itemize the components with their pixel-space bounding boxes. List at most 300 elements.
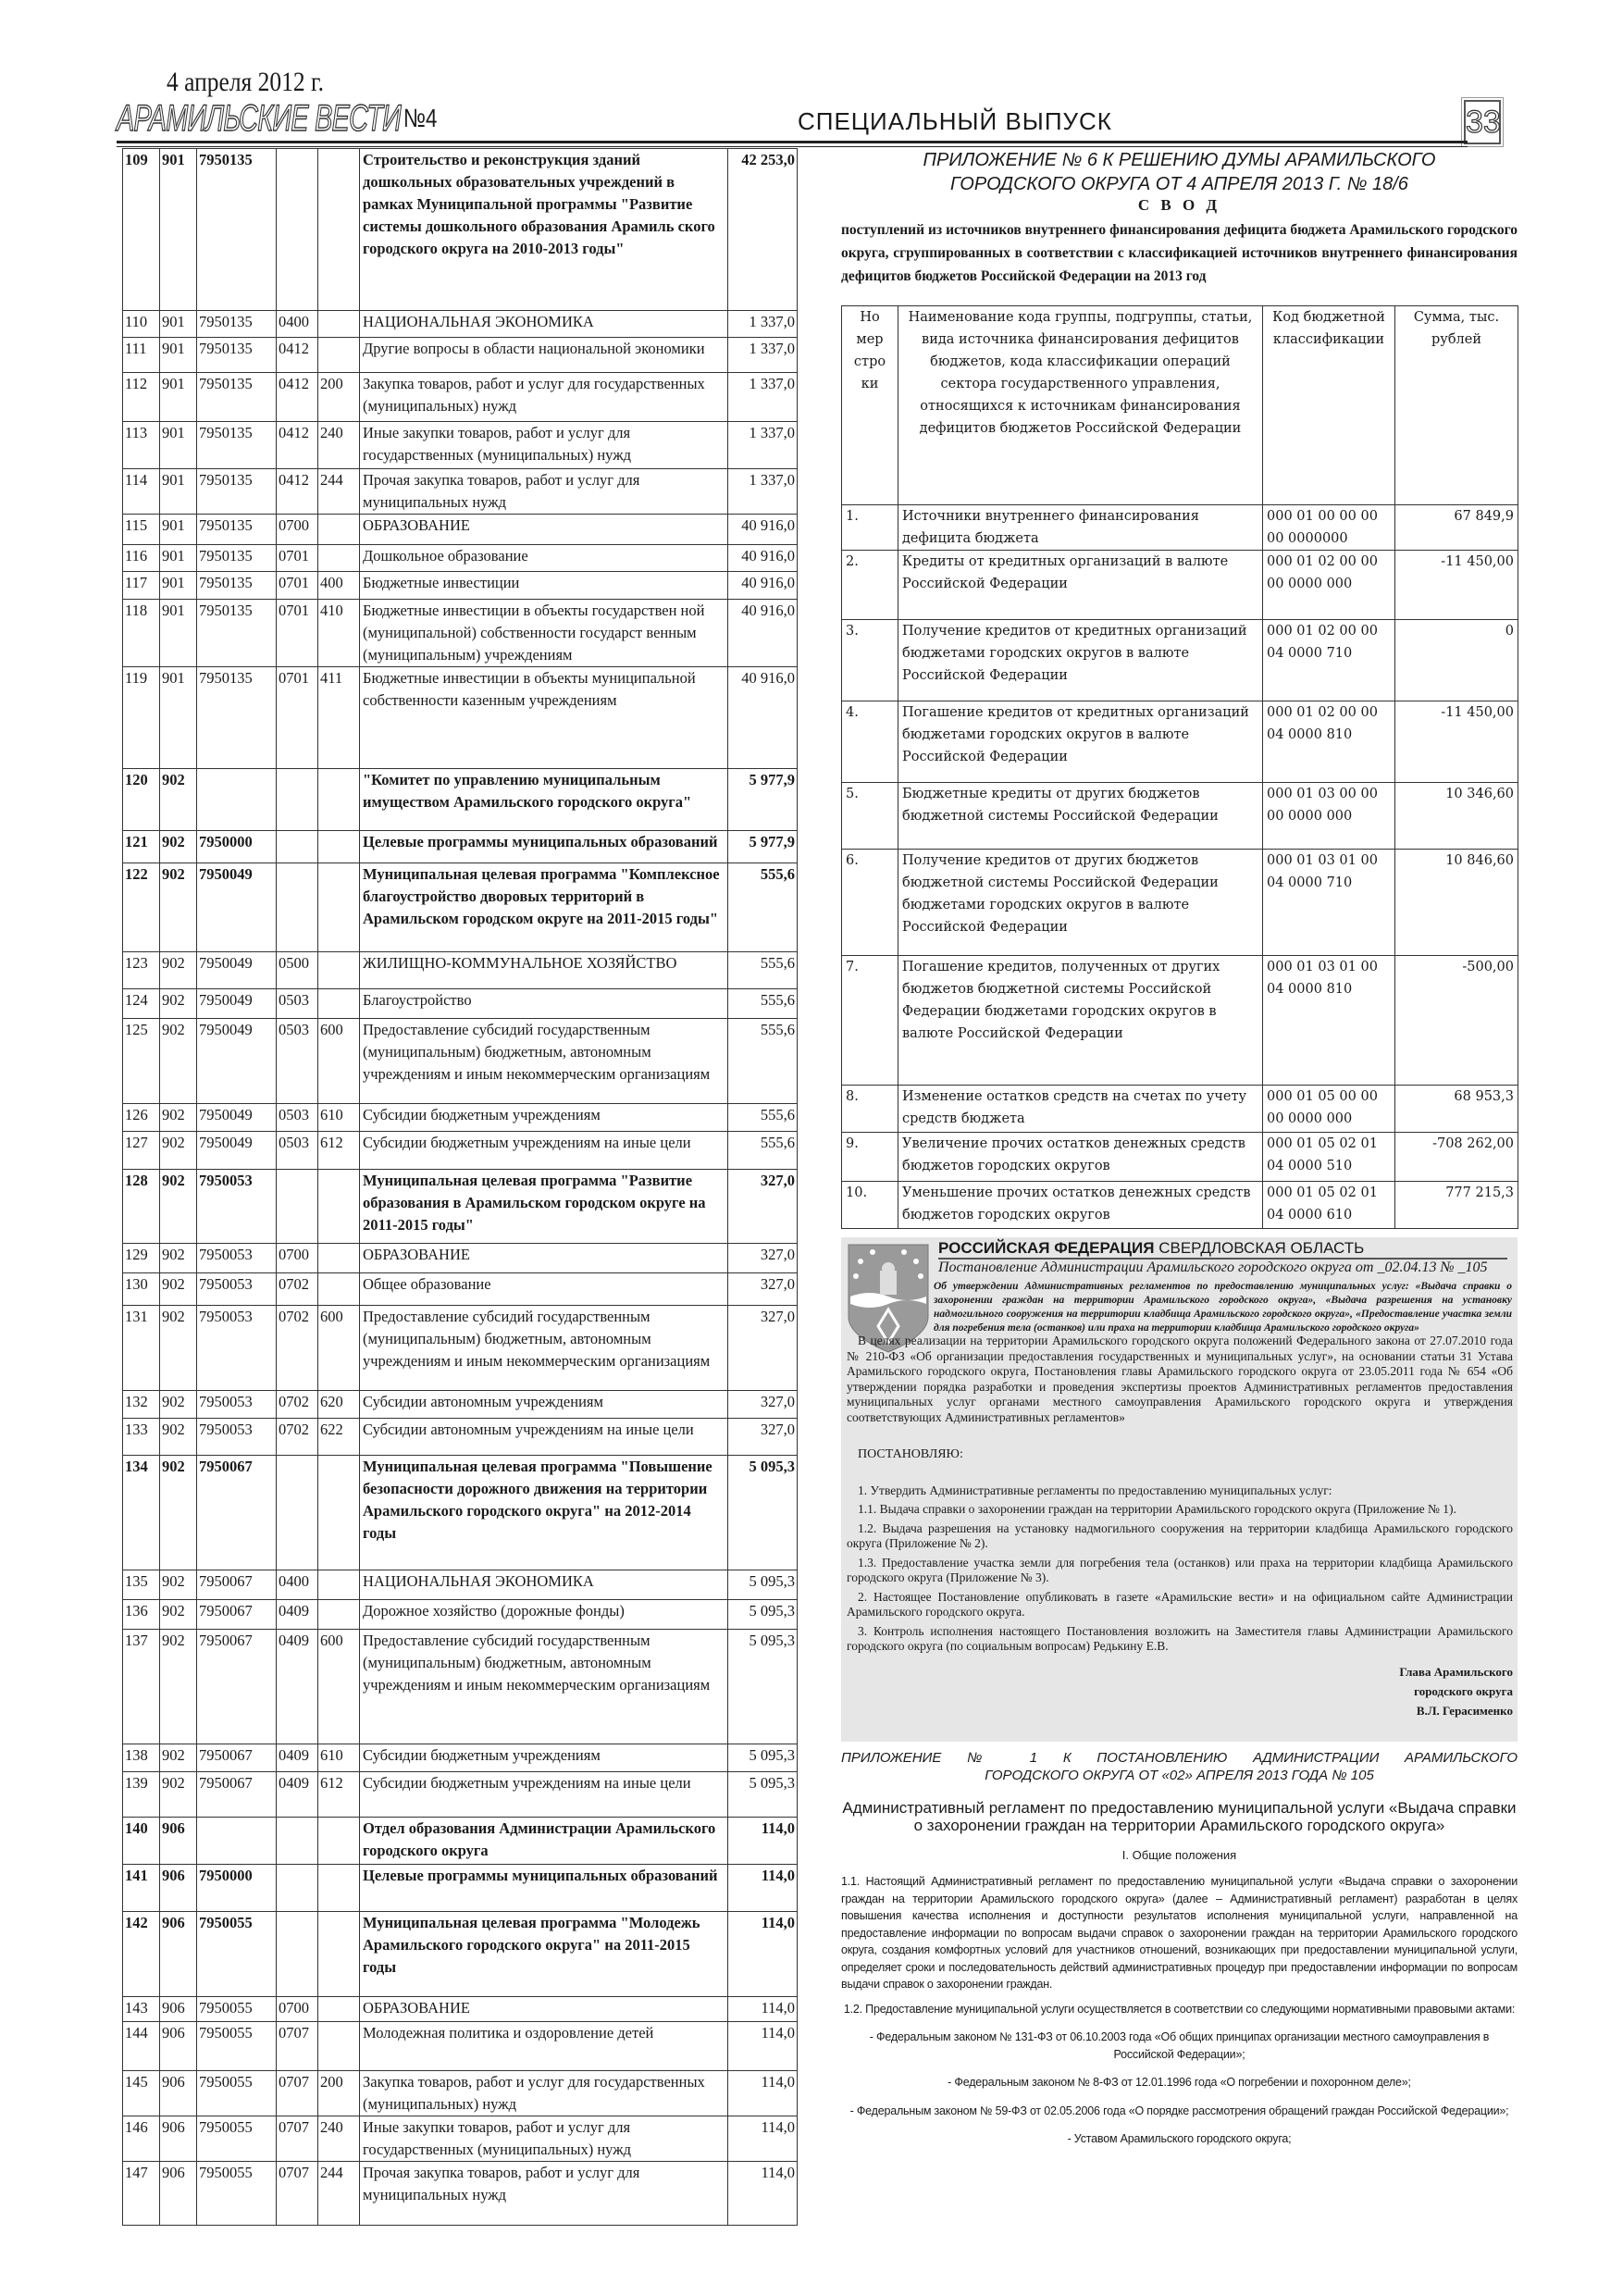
appendix6-title-line: ГОРОДСКОГО ОКРУГА ОТ 4 АПРЕЛЯ 2013 Г. № 18/6 [950,174,1408,194]
table-row [123,1600,798,1630]
amount: 114,0 [728,1912,798,1997]
target-code: 7950067 [197,1772,277,1818]
target-code: 7950049 [197,1019,277,1104]
section-code: 0409 [277,1600,318,1630]
table-row [123,1391,798,1419]
expense-type: 610 [318,1744,360,1772]
section-code [277,1865,318,1912]
table-row [123,515,798,545]
header-name: Наименование кода группы, подгруппы, статьи, вида источника финансирования дефицитов бюджетов, кода классификации операций сектора государственного управления, относящихся к источникам финансирования дефицитов бюджетов Российской Федерации [898,306,1263,505]
table-row [123,2022,798,2071]
legal-act-item: - Уставом Арамильского городского округа; [1067,2132,1292,2145]
amount: 40 916,0 [728,572,798,600]
expense-type [318,1600,360,1630]
section-code: 0700 [277,515,318,545]
target-code: 7950053 [197,1419,277,1456]
item-name: ЖИЛИЩНО-КОММУНАЛЬНОЕ ХОЗЯЙСТВО [360,952,728,989]
row-number: 116 [123,545,160,572]
row-number: 129 [123,1244,160,1273]
table-row [123,338,798,373]
decree-item: 1.3. Предоставление участка земли для погребения тела (останков) или праха на территории кладбища Арамильского городского округа (Приложение № 3). [847,1555,1513,1584]
org-code: 901 [160,311,197,338]
row-number: 9. [842,1133,898,1182]
row-number: 110 [123,311,160,338]
section-code: 0702 [277,1391,318,1419]
section-code [277,863,318,952]
row-number: 1. [842,505,898,551]
target-code: 7950049 [197,989,277,1019]
target-code: 7950055 [197,2162,277,2226]
target-code: 7950135 [197,545,277,572]
row-number: 146 [123,2116,160,2162]
section-code: 0701 [277,572,318,600]
table-row [842,551,1518,620]
item-name: Предоставление субсидий государственным (муниципальным) бюджетным, автономным учреждениям и иным некоммерческим организациям [360,1019,728,1104]
table-row [842,701,1518,783]
row-number: 109 [123,149,160,311]
amount: 555,6 [728,952,798,989]
signature-title: городского округа [1414,1683,1513,1698]
target-code: 7950049 [197,952,277,989]
budget-code: 000 01 03 00 00 00 0000 000 [1263,783,1395,850]
target-code: 7950055 [197,1912,277,1997]
org-code: 902 [160,1306,197,1391]
item-name: "Комитет по управлению муниципальным имуществом Арамильского городского округа" [360,769,728,831]
item-name: Прочая закупка товаров, работ и услуг для муниципальных нужд [360,469,728,515]
table-row [123,545,798,572]
amount: 777 215,3 [1395,1182,1518,1229]
page-number: 33 [1464,100,1501,144]
target-code: 7950135 [197,149,277,311]
financing-sources-table [841,305,1518,1229]
org-code: 902 [160,1104,197,1132]
row-number: 135 [123,1570,160,1600]
decree-header [938,1239,1507,1260]
section-code: 0702 [277,1306,318,1391]
row-number: 138 [123,1744,160,1772]
expense-type: 600 [318,1306,360,1391]
expense-type [318,1170,360,1244]
item-name: Целевые программы муниципальных образований [360,1865,728,1912]
table-row [842,1182,1518,1229]
appendix6-title-line: ПРИЛОЖЕНИЕ № 6 К РЕШЕНИЮ ДУМЫ АРАМИЛЬСКОГО [923,150,1436,170]
org-code: 901 [160,600,197,667]
item-name: Бюджетные инвестиции в объекты муниципальной собственности казенным учреждениям [360,667,728,769]
item-name: Субсидии бюджетным учреждениям на иные цели [360,1132,728,1170]
expense-type: 400 [318,572,360,600]
row-number: 147 [123,2162,160,2226]
table-row [123,149,798,311]
item-name: Иные закупки товаров, работ и услуг для государственных (муниципальных) нужд [360,2116,728,2162]
target-code: 7950053 [197,1391,277,1419]
table-row [123,572,798,600]
amount: 5 095,3 [728,1630,798,1744]
legal-act-item: - Федеральным законом № 8-ФЗ от 12.01.1996 года «О погребении и похоронном деле»; [948,2076,1411,2089]
item-name: Субсидии бюджетным учреждениям на иные цели [360,1772,728,1818]
expense-type [318,545,360,572]
target-code: 7950135 [197,311,277,338]
decree-item: 1.1. Выдача справки о захоронении граждан на территории Арамильского городского округа (Приложение № 1). [858,1502,1456,1516]
amount: 327,0 [728,1391,798,1419]
section-code [277,1818,318,1865]
section-code: 0702 [277,1273,318,1306]
source-name: Источники внутреннего финансирования дефицита бюджета [898,505,1263,551]
amount: 327,0 [728,1419,798,1456]
row-number: 119 [123,667,160,769]
budget-code: 000 01 02 00 00 00 0000 000 [1263,551,1395,620]
expense-type: 411 [318,667,360,769]
target-code [197,769,277,831]
section-code [277,769,318,831]
table-row [123,2071,798,2116]
legal-act-item: - Федеральным законом № 59-ФЗ от 02.05.2006 года «О порядке рассмотрения обращений граждан Российской Федерации»; [849,2104,1509,2117]
org-code: 902 [160,1630,197,1744]
amount: 5 095,3 [728,1744,798,1772]
decree-resolve: ПОСТАНОВЛЯЮ: [858,1447,963,1461]
item-name: Муниципальная целевая программа "Комплексное благоустройство дворовых территорий в Арамильском городском округе на 2011-2015 годы" [360,863,728,952]
section-code: 0503 [277,1104,318,1132]
table-row [123,469,798,515]
expense-type [318,989,360,1019]
org-code: 902 [160,863,197,952]
table-row [123,667,798,769]
table-header-row [842,306,1518,505]
paragraph: 1.2. Предоставление муниципальной услуги осуществляется в соответствии со следующими нормативными правовыми актами: [843,2002,1516,2016]
target-code: 7950135 [197,469,277,515]
row-number: 144 [123,2022,160,2071]
amount: 1 337,0 [728,469,798,515]
table-row [123,952,798,989]
amount: 40 916,0 [728,600,798,667]
expense-type [318,1912,360,1997]
expense-type [318,863,360,952]
table-row [842,505,1518,551]
org-code: 902 [160,1170,197,1244]
appendix1-title [841,1749,1518,1784]
source-name: Погашение кредитов, полученных от других бюджетов бюджетной системы Российской Федерации бюджетами городских округов в валюте Российской Федерации [898,956,1263,1086]
section-code: 0707 [277,2022,318,2071]
org-code: 902 [160,1772,197,1818]
section-code: 0503 [277,1132,318,1170]
expense-type: 244 [318,469,360,515]
table-row [123,311,798,338]
expense-type [318,1818,360,1865]
source-name: Изменение остатков средств на счетах по учету средств бюджета [898,1086,1263,1133]
item-name: Бюджетные инвестиции [360,572,728,600]
amount: 114,0 [728,2116,798,2162]
row-number: 120 [123,769,160,831]
table-row [123,1772,798,1818]
expense-type: 600 [318,1630,360,1744]
table-row [123,831,798,863]
item-name: ОБРАЗОВАНИЕ [360,1997,728,2022]
org-code: 902 [160,1600,197,1630]
row-number: 137 [123,1630,160,1744]
amount: 114,0 [728,1865,798,1912]
table-row [123,1244,798,1273]
appendix1-title-line: ГОРОДСКОГО ОКРУГА ОТ «02» АПРЕЛЯ 2013 ГОДА № 105 [985,1768,1374,1783]
expense-type: 622 [318,1419,360,1456]
budget-table [122,148,798,2226]
table-row [123,1997,798,2022]
newspaper-masthead: АРАМИЛЬСКИЕ ВЕСТИ [117,98,401,139]
section-code: 0412 [277,469,318,515]
item-name: Дошкольное образование [360,545,728,572]
section-code: 0400 [277,311,318,338]
amount: 555,6 [728,863,798,952]
expense-type: 612 [318,1772,360,1818]
amount: 1 337,0 [728,422,798,469]
svod-heading: С В О Д [1137,196,1221,214]
expense-type [318,1273,360,1306]
paragraph: 1.1. Настоящий Административный регламент по предоставлению муниципальной услуги «Выдача справки о захоронении граждан на территории Арамильского городского округа» (далее – Административный регламент) разработан в целях повышения качества исполнения и доступности результатов исполнения муниципальной услуги, направленной на предоставление информации по вопросам выдачи справок о захоронении граждан на территории Арамильского городского округа, создания комфортных условий для участников отношений, возникающих при предоставлении муниципальной услуги, определяет сроки и последовательность действий административных процедур при предоставлении информации по вопросам выдачи справок о захоронении граждан. [841,1875,1518,1991]
country-name: РОССИЙСКАЯ ФЕДЕРАЦИЯ [938,1239,1155,1257]
org-code: 906 [160,2116,197,2162]
section-code: 0702 [277,1419,318,1456]
section-code [277,1170,318,1244]
amount: 10 846,60 [1395,850,1518,956]
org-code: 902 [160,1744,197,1772]
amount: 68 953,3 [1395,1086,1518,1133]
target-code: 7950067 [197,1570,277,1600]
section-code: 0503 [277,1019,318,1104]
org-code: 902 [160,1419,197,1456]
budget-code: 000 01 00 00 00 00 0000000 [1263,505,1395,551]
header-code: Код бюджетной классификации [1263,306,1395,505]
amount: 555,6 [728,989,798,1019]
decree-item: 1.2. Выдача разрешения на установку надмогильного сооружения на территории кладбища Арамильского городского округа (Приложение № 2). [847,1520,1513,1550]
source-name: Получение кредитов от кредитных организаций бюджетами городских округов в валюте Российской Федерации [898,620,1263,701]
org-code: 902 [160,831,197,863]
org-code: 901 [160,515,197,545]
org-code: 906 [160,2162,197,2226]
item-name: Муниципальная целевая программа "Молодежь Арамильского городского округа" на 2011-2015 годы [360,1912,728,1997]
row-number: 118 [123,600,160,667]
item-name: Дорожное хозяйство (дорожные фонды) [360,1600,728,1630]
org-code: 901 [160,572,197,600]
item-name: Предоставление субсидий государственным (муниципальным) бюджетным, автономным учреждениям и иным некоммерческим организациям [360,1306,728,1391]
item-name: Закупка товаров, работ и услуг для государственных (муниципальных) нужд [360,2071,728,2116]
target-code [197,1818,277,1865]
target-code: 7950135 [197,572,277,600]
amount: -11 450,00 [1395,551,1518,620]
row-number: 131 [123,1306,160,1391]
row-number: 10. [842,1182,898,1229]
target-code: 7950049 [197,1104,277,1132]
table-row [123,989,798,1019]
amount: 40 916,0 [728,515,798,545]
amount: 1 337,0 [728,338,798,373]
section-code: 0700 [277,1997,318,2022]
row-number: 133 [123,1419,160,1456]
target-code: 7950049 [197,863,277,952]
org-code: 902 [160,769,197,831]
expense-type [318,1865,360,1912]
section-code [277,149,318,311]
org-code: 901 [160,373,197,422]
budget-code: 000 01 05 00 00 00 0000 000 [1263,1086,1395,1133]
table-row [123,600,798,667]
amount: 555,6 [728,1019,798,1104]
row-number: 115 [123,515,160,545]
amount: 114,0 [728,2162,798,2226]
org-code: 906 [160,1997,197,2022]
section-code: 0701 [277,600,318,667]
table-row [123,1570,798,1600]
expense-type: 244 [318,2162,360,2226]
table-row [123,1104,798,1132]
amount: 114,0 [728,2071,798,2116]
expense-type [318,831,360,863]
org-code: 902 [160,1244,197,1273]
item-name: Целевые программы муниципальных образований [360,831,728,863]
section-code [277,831,318,863]
amount: 114,0 [728,1818,798,1865]
expense-type [318,515,360,545]
amount: 5 977,9 [728,769,798,831]
section-code: 0701 [277,545,318,572]
section-code: 0412 [277,422,318,469]
table-row [123,2162,798,2226]
target-code: 7950053 [197,1273,277,1306]
section-code: 0409 [277,1772,318,1818]
section-code [277,1912,318,1997]
org-code: 902 [160,1456,197,1570]
row-number: 124 [123,989,160,1019]
budget-code: 000 01 02 00 00 04 0000 810 [1263,701,1395,783]
table-row [123,1170,798,1244]
amount: 114,0 [728,1997,798,2022]
row-number: 145 [123,2071,160,2116]
row-number: 142 [123,1912,160,1997]
org-code: 906 [160,2022,197,2071]
table-row [123,1273,798,1306]
item-name: Предоставление субсидий государственным (муниципальным) бюджетным, автономным учреждениям и иным некоммерческим организациям [360,1630,728,1744]
org-code: 901 [160,545,197,572]
org-code: 902 [160,1273,197,1306]
decree-item: 1. Утвердить Административные регламенты по предоставлению муниципальных услуг: [858,1483,1332,1497]
section-code: 0707 [277,2162,318,2226]
item-name: Благоустройство [360,989,728,1019]
expense-type [318,1456,360,1570]
target-code: 7950067 [197,1630,277,1744]
target-code: 7950055 [197,2071,277,2116]
source-name: Увеличение прочих остатков денежных средств бюджетов городских округов [898,1133,1263,1182]
section-code: 0503 [277,989,318,1019]
header-sum: Сумма, тыс. рублей [1395,306,1518,505]
row-number: 6. [842,850,898,956]
target-code: 7950000 [197,831,277,863]
item-name: Муниципальная целевая программа "Повышение безопасности дорожного движения на территории Арамильского городского округа" на 2012-2014 годы [360,1456,728,1570]
budget-code: 000 01 02 00 00 04 0000 710 [1263,620,1395,701]
budget-code: 000 01 03 01 00 04 0000 810 [1263,956,1395,1086]
item-name: ОБРАЗОВАНИЕ [360,1244,728,1273]
header-divider [117,146,1468,147]
amount: 42 253,0 [728,149,798,311]
header-divider [117,141,1468,143]
org-code: 906 [160,2071,197,2116]
row-number: 8. [842,1086,898,1133]
target-code: 7950053 [197,1170,277,1244]
item-name: ОБРАЗОВАНИЕ [360,515,728,545]
org-code: 902 [160,989,197,1019]
item-name: Молодежная политика и оздоровление детей [360,2022,728,2071]
row-number: 112 [123,373,160,422]
expense-type [318,1244,360,1273]
row-number: 140 [123,1818,160,1865]
issue-date: 4 апреля 2012 г. [167,67,324,97]
expense-type [318,2022,360,2071]
table-row [842,1086,1518,1133]
amount: 67 849,9 [1395,505,1518,551]
expense-type [318,149,360,311]
item-name: Прочая закупка товаров, работ и услуг для муниципальных нужд [360,2162,728,2226]
org-code: 902 [160,1132,197,1170]
budget-code: 000 01 03 01 00 04 0000 710 [1263,850,1395,956]
section-code: 0412 [277,338,318,373]
org-code: 901 [160,149,197,311]
expense-type [318,311,360,338]
signature-title: Глава Арамильского [1399,1664,1513,1679]
amount: 327,0 [728,1244,798,1273]
org-code: 902 [160,1570,197,1600]
source-name: Уменьшение прочих остатков денежных средств бюджетов городских округов [898,1182,1263,1229]
table-row [842,1133,1518,1182]
org-code: 906 [160,1818,197,1865]
row-number: 134 [123,1456,160,1570]
table-row [123,1132,798,1170]
source-name: Получение кредитов от других бюджетов бюджетной системы Российской Федерации бюджетами городских округов в валюте Российской Федерации [898,850,1263,956]
table-row [123,863,798,952]
decree-preamble: В целях реализации на территории Арамильского городского округа положений Федерального закона от 27.07.2010 года № 210-ФЗ «Об организации предоставления государственных и муниципальных услуг», на основании статьи 31 Устава Арамильского городского округа, Постановления главы Арамильского городского округа от 23.05.2011 года № 654 «Об утверждении порядка разработки и проведения экспертизы проектов Административных регламентов предоставления муниципальных услуг органами местного самоуправления Арамильского городского округа и утверждения соответствующих Административных регламентов» [847,1334,1513,1424]
row-number: 141 [123,1865,160,1912]
item-name: Субсидии бюджетным учреждениям [360,1744,728,1772]
amount: 10 346,60 [1395,783,1518,850]
decree-item: 3. Контроль исполнения настоящего Постановления возложить на Заместителя главы Администрации Арамильского городского округа (по социальным вопросам) Редькину Е.В. [847,1623,1513,1653]
amount: -11 450,00 [1395,701,1518,783]
expense-type: 200 [318,2071,360,2116]
row-number: 126 [123,1104,160,1132]
decree-block [841,1237,1518,1742]
decree-title: Постановление Администрации Арамильского городского округа от _02.04.13 № _105 [938,1260,1488,1275]
row-number: 130 [123,1273,160,1306]
expense-type [318,769,360,831]
amount: 40 916,0 [728,667,798,769]
source-name: Погашение кредитов от кредитных организаций бюджетами городских округов в валюте Российской Федерации [898,701,1263,783]
item-name: НАЦИОНАЛЬНАЯ ЭКОНОМИКА [360,311,728,338]
expense-type [318,1570,360,1600]
item-name: Субсидии бюджетным учреждениям [360,1104,728,1132]
table-row [842,783,1518,850]
item-name: Другие вопросы в области национальной экономики [360,338,728,373]
amount: 327,0 [728,1273,798,1306]
target-code: 7950135 [197,600,277,667]
table-row [842,620,1518,701]
table-row [123,1630,798,1744]
header-row-number: Но мер стро ки [842,306,898,505]
org-code: 906 [160,1865,197,1912]
item-name: Закупка товаров, работ и услуг для государственных (муниципальных) нужд [360,373,728,422]
svod-description: поступлений из источников внутреннего финансирования дефицита бюджета Арамильского городского округа, сгруппированных в соответствии с классификацией источников внутреннего финансирования дефицитов бюджетов Российской Федерации на 2013 год [841,222,1518,284]
table-row [123,1306,798,1391]
item-name: Иные закупки товаров, работ и услуг для государственных (муниципальных) нужд [360,422,728,469]
section-heading: I. Общие положения [1121,1848,1237,1862]
row-number: 2. [842,551,898,620]
budget-code: 000 01 05 02 01 04 0000 610 [1263,1182,1395,1229]
legal-act-item: - Федеральным законом № 131-ФЗ от 06.10.2003 года «Об общих принципах организации местного самоуправления в Российской Федерации»; [869,2030,1490,2061]
expense-type: 240 [318,422,360,469]
amount: 0 [1395,620,1518,701]
